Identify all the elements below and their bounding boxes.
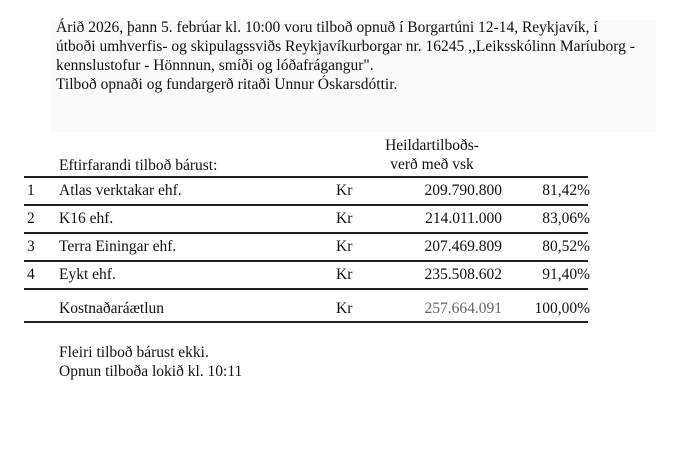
- bidder-name: Atlas verktakar ehf.: [59, 182, 182, 199]
- bidder-name: K16 ehf.: [59, 210, 114, 227]
- bid-percent: 80,52%: [542, 238, 590, 255]
- bid-amount: 214.011.000: [425, 210, 502, 227]
- estimate-row: [24, 288, 588, 323]
- bid-amount: 235.508.602: [424, 266, 502, 283]
- estimate-amount: 257.664.091: [424, 300, 502, 317]
- row-number: 3: [27, 238, 35, 255]
- currency: Kr: [336, 300, 353, 317]
- row-number: 2: [27, 210, 35, 227]
- estimate-label: Kostnaðaráætlun: [59, 300, 165, 317]
- currency: Kr: [336, 238, 353, 255]
- bid-amount: 207.469.809: [424, 238, 502, 255]
- bid-amount: 209.790.800: [424, 182, 502, 199]
- bid-percent: 91,40%: [542, 266, 590, 283]
- bids-table: [24, 176, 588, 323]
- table-row: [24, 232, 588, 260]
- estimate-percent: 100,00%: [534, 300, 590, 317]
- closing-line: Fleiri tilboð bárust ekki.: [59, 344, 209, 361]
- row-number: 4: [27, 266, 35, 283]
- bidder-name: Terra Einingar ehf.: [59, 238, 177, 255]
- amount-heading-line1: Heildartilboðs-: [385, 137, 479, 154]
- currency: Kr: [336, 182, 353, 199]
- bid-percent: 81,42%: [542, 182, 590, 199]
- closing-notes: [59, 343, 242, 381]
- bidder-name: Eykt ehf.: [59, 266, 116, 283]
- table-row: [24, 260, 588, 288]
- amount-column-heading: [362, 136, 502, 174]
- intro-line: kennslustofur - Hönnnun, smíði og lóðafrágangur".: [56, 57, 374, 74]
- table-row: [24, 176, 588, 204]
- bids-list-heading: Eftirfarandi tilboð bárust:: [59, 157, 218, 174]
- amount-heading-line2: verð með vsk: [390, 156, 474, 173]
- intro-line: Tilboð opnaði og fundargerð ritaði Unnur Óskarsdóttir.: [56, 76, 398, 93]
- intro-line: Árið 2026, þann 5. febrúar kl. 10:00 voru tilboð opnuð í Borgartúni 12-14, Reykjavík, í: [56, 19, 598, 36]
- intro-line: útboði umhverfis- og skipulagssviðs Reykjavíkurborgar nr. 16245 ,,Leiksskólinn Maríuborg -: [56, 38, 635, 55]
- currency: Kr: [336, 266, 353, 283]
- table-row: [24, 204, 588, 232]
- bid-percent: 83,06%: [542, 210, 590, 227]
- currency: Kr: [336, 210, 353, 227]
- closing-line: Opnun tilboða lokið kl. 10:11: [59, 363, 243, 380]
- row-number: 1: [27, 182, 35, 199]
- intro-paragraph: [56, 18, 676, 94]
